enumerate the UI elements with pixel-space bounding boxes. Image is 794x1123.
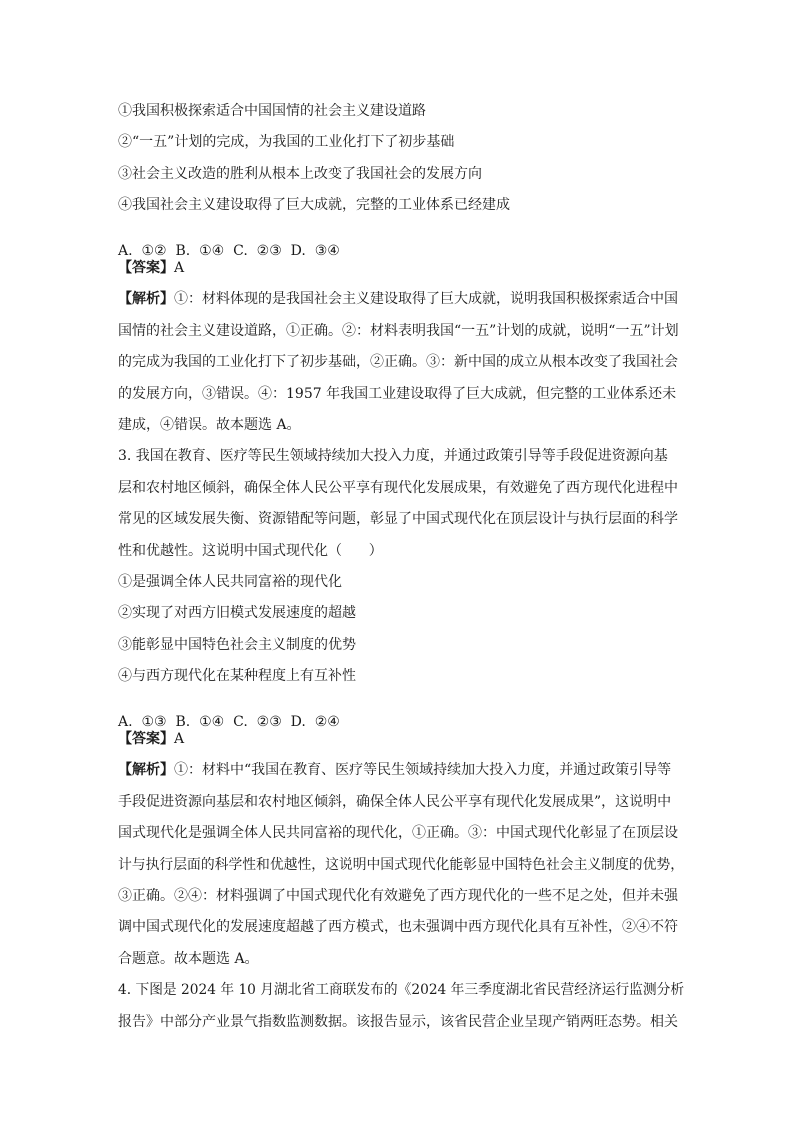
q3-item-4: ④与西方现代化在某种程度上有互补性: [118, 668, 356, 685]
q2-answer-value: A: [174, 260, 185, 276]
q3-analysis-line-7: 合题意。故本题选 A。: [118, 950, 259, 967]
q3-stem-line-2: 层和农村地区倾斜，确保全体人民公平享有现代化发展成果，有效避免了西方现代化进程中: [118, 479, 678, 496]
q2-analysis-line-5: 建成，④错误。故本题选 A。: [118, 417, 301, 433]
q3-answer: [118, 728, 184, 751]
q3-analysis-text-1: ①：材料中“我国在教育、医疗等民生领域持续加大投入力度，并通过政策引导等: [174, 762, 672, 779]
q3-item-3: ③能彰显中国特色社会主义制度的优势: [118, 636, 356, 653]
q3-analysis-label: 【解析】: [118, 762, 174, 779]
q2-analysis-line-4: 的发展方向，③错误。④：1957 年我国工业建设取得了巨大成就，但完整的工业体系还未: [118, 385, 677, 402]
q3-analysis-line-5: ③正确。②④：材料强调了中国式现代化有效避免了西方现代化的一些不足之处，但并未强: [118, 888, 678, 904]
q3-analysis-line-4: 计与执行层面的科学性和优越性，这说明中国式现代化能彰显中国特色社会主义制度的优势，: [118, 856, 685, 873]
q2-item-3: ③社会主义改造的胜利从根本上改变了我国社会的发展方向: [118, 165, 482, 182]
q2-item-2: ②“一五”计划的完成，为我国的工业化打下了初步基础: [118, 134, 455, 151]
q2-analysis-text-1: ①：材料体现的是我国社会主义建设取得了巨大成就，说明我国积极探索适合中国: [174, 291, 678, 308]
q3-options: A. ①③ B. ①④ C. ②③ D. ②④: [118, 713, 340, 730]
q2-answer-label: 【答案】: [118, 260, 174, 276]
q2-answer: [118, 257, 184, 280]
q3-answer-label: 【答案】: [118, 731, 174, 747]
q3-analysis-line-3: 国式现代化是强调全体人民共同富裕的现代化，①正确。③：中国式现代化彰显了在顶层设: [118, 825, 678, 842]
q3-stem-line-4: 性和优越性。这说明中国式现代化（ ）: [118, 542, 383, 559]
q3-analysis-line-2: 手段促进资源向基层和农村地区倾斜，确保全体人民公平享有现代化发展成果”，这说明中: [118, 793, 672, 810]
q2-analysis-line-3: 的完成为我国的工业化打下了初步基础，②正确。③：新中国的成立从根本改变了我国社会: [118, 354, 678, 371]
q2-item-1: ①我国积极探索适合中国国情的社会主义建设道路: [118, 103, 426, 119]
q2-options: A. ①② B. ①④ C. ②③ D. ③④: [118, 242, 340, 259]
q2-analysis-line-1: [118, 288, 678, 311]
q3-analysis-line-6: 调中国式现代化的发展速度超越了西方模式，也未强调中西方现代化具有互补性，②④不符: [118, 919, 678, 936]
q3-stem-line-3: 常见的区域发展失衡、资源错配等问题，彰显了中国式现代化在顶层设计与执行层面的科学: [118, 511, 678, 528]
q3-answer-value: A: [174, 731, 185, 747]
q3-item-2: ②实现了对西方旧模式发展速度的超越: [118, 605, 356, 622]
q4-stem-line-2: 报告》中部分产业景气指数监测数据。该报告显示，该省民营企业呈现产销两旺态势。相关: [118, 1013, 678, 1030]
q2-item-4: ④我国社会主义建设取得了巨大成就，完整的工业体系已经建成: [118, 197, 510, 214]
q3-analysis-line-1: [118, 759, 671, 782]
q3-item-1: ①是强调全体人民共同富裕的现代化: [118, 574, 342, 590]
q2-analysis-line-2: 国情的社会主义建设道路，①正确。②：材料表明我国“一五”计划的成就，说明“一五”计划: [118, 322, 679, 339]
q3-stem-line-1: 3. 我国在教育、医疗等民生领域持续加大投入力度，并通过政策引导等手段促进资源向基: [118, 448, 668, 465]
q2-analysis-label: 【解析】: [118, 291, 174, 308]
q4-stem-line-1: 4. 下图是 2024 年 10 月湖北省工商联发布的《2024 年三季度湖北省民营经济运行监测分析: [118, 982, 685, 999]
